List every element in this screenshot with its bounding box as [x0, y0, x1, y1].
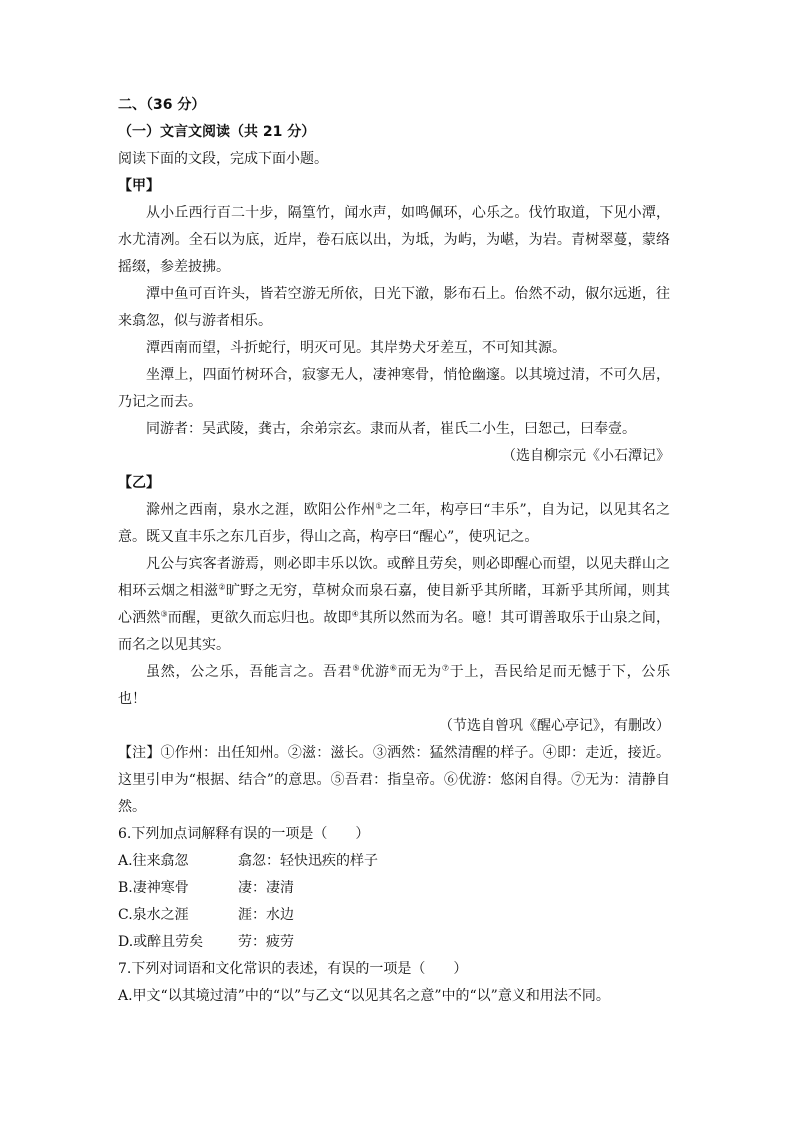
instruction: 阅读下面的文段，完成下面小题。 — [118, 151, 328, 167]
yi-p2-text-a: 凡公与宾客者游焉，则必即丰乐以饮。或醉且劳矣，则必即醒心而望，以见夫群山之相环云烟之相滋 — [118, 556, 670, 599]
jia-source: （选自柳宗元《小石潭记》 — [502, 448, 670, 464]
annotation-note: 【注】①作州：出任知州。②滋：滋长。③洒然：猛然清醒的样子。④即：走近，接近。这里引申为“根据、结合”的意思。⑤吾君：指皇帝。⑥优游：悠闲自得。⑦无为：清静自然。 — [118, 745, 670, 815]
question-7-stem: 7.下列对词语和文化常识的表述，有误的一项是（ ） — [118, 961, 468, 977]
yi-p2-text-b: 旷野之无穷，草树众而泉石嘉，使目新乎其所睹，耳新乎其所闻，则其心洒然 — [118, 583, 671, 626]
question-7-option-a: A.甲文“以其境过清”中的“以”与乙文“以见其名之意”中的“以”意义和用法不同。 — [118, 988, 610, 1004]
footnote-marker: ② — [218, 582, 226, 592]
yi-paragraph-1 — [118, 497, 670, 551]
yi-p3-text-d: 于上，吾民给足而无憾于下，公乐也！ — [118, 664, 671, 707]
jia-paragraph-3: 潭西南而望，斗折蛇行，明灭可见。其岸势犬牙差互，不可知其源。 — [146, 340, 566, 356]
option-text: D.或醉且劳矣 — [118, 934, 204, 950]
question-6-stem: 6.下列加点词解释有误的一项是（ ） — [118, 826, 370, 842]
yi-paragraph-2 — [118, 551, 670, 659]
option-explanation: 劳：疲劳 — [238, 934, 294, 950]
document-page — [118, 92, 670, 1010]
option-text: B.凄神寒骨 — [118, 880, 189, 896]
footnote-marker: ① — [375, 501, 383, 511]
option-explanation: 涯：水边 — [238, 907, 294, 923]
yi-p1-text-a: 滁州之西南，泉水之涯，欧阳公作州 — [146, 502, 376, 518]
footnote-marker: ③ — [160, 609, 168, 619]
footnote-marker: ⑦ — [441, 663, 450, 673]
yi-p1-text-b: 之二年，构亭曰“丰乐”，自为记，以见其名之意。既又直丰乐之东几百步，得山之高，构亭曰“醒心”，使巩记之。 — [118, 502, 670, 545]
option-explanation: 翕忽：轻快迅疾的样子 — [238, 853, 378, 869]
yi-p3-text-b: 优游 — [360, 664, 390, 680]
question-6-option-a — [118, 848, 670, 875]
option-text: A.往来翕忽 — [118, 853, 189, 869]
sub-header: （一）文言文阅读（共 21 分） — [118, 124, 316, 140]
yi-p3-text-a: 虽然，公之乐，吾能言之。吾君 — [146, 664, 353, 680]
jia-paragraph-4: 坐潭上，四面竹树环合，寂寥无人，凄神寒骨，悄怆幽邃。以其境过清，不可久居，乃记之而去。 — [118, 367, 670, 410]
yi-p2-text-c: 而醒，更欲久而忘归也。故即 — [167, 610, 352, 626]
footnote-marker: ⑤ — [352, 663, 361, 673]
question-6-option-b — [118, 875, 670, 902]
yi-paragraph-3 — [118, 659, 670, 713]
option-text: C.泉水之涯 — [118, 907, 189, 923]
question-6-option-d — [118, 929, 670, 956]
option-explanation: 凄：凄清 — [238, 880, 294, 896]
yi-p2-text-d: 其所以然而为名。噫！其可谓善取乐于山泉之间，而名之以见其实。 — [118, 610, 671, 653]
jia-paragraph-5: 同游者：吴武陵，龚古，余弟宗玄。隶而从者，崔氏二小生，曰恕己，曰奉壹。 — [146, 421, 636, 437]
jia-label: 【甲】 — [118, 178, 160, 194]
yi-label: 【乙】 — [118, 475, 160, 491]
yi-source: （节选自曾巩《醒心亭记》，有删改） — [439, 718, 670, 734]
section-header: 二、（36 分） — [118, 97, 206, 113]
footnote-marker: ⑥ — [389, 663, 398, 673]
question-6-option-c — [118, 902, 670, 929]
footnote-marker: ④ — [351, 609, 359, 619]
jia-paragraph-1: 从小丘西行百二十步，隔篁竹，闻水声，如鸣佩环，心乐之。伐竹取道，下见小潭，水尤清冽。全石以为底，近岸，卷石底以出，为坻，为屿，为嵁，为岩。青树翠蔓，蒙络摇缀，参差披拂。 — [118, 205, 670, 275]
yi-p3-text-c: 而无为 — [397, 664, 442, 680]
jia-paragraph-2: 潭中鱼可百许头，皆若空游无所依，日光下澈，影布石上。佁然不动，俶尔远逝，往来翕忽，似与游者相乐。 — [118, 286, 670, 329]
